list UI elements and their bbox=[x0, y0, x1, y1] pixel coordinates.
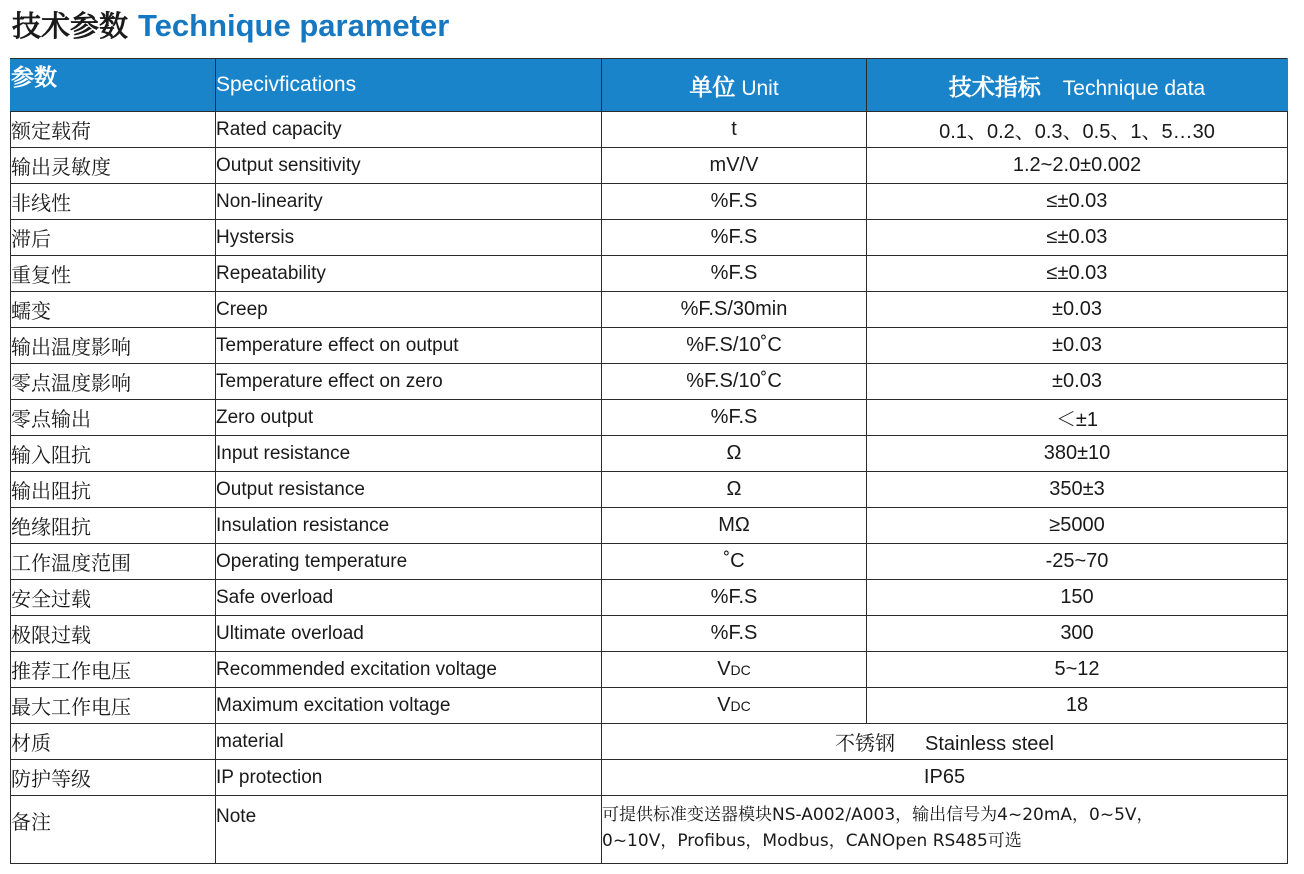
table-row bbox=[11, 400, 1288, 436]
param-value: 5~12 bbox=[867, 652, 1288, 688]
header-row bbox=[11, 59, 1288, 112]
param-zh: 材质 bbox=[11, 724, 216, 760]
param-unit: %F.S/10˚C bbox=[602, 328, 867, 364]
table-row bbox=[11, 220, 1288, 256]
param-value: ≥5000 bbox=[867, 508, 1288, 544]
param-unit: t bbox=[602, 112, 867, 148]
param-unit: %F.S bbox=[602, 256, 867, 292]
param-en: Recommended excitation voltage bbox=[216, 652, 602, 688]
param-en: Ultimate overload bbox=[216, 616, 602, 652]
param-zh: 蠕变 bbox=[11, 292, 216, 328]
table-row bbox=[11, 472, 1288, 508]
note-row bbox=[11, 796, 1288, 864]
page-title bbox=[12, 4, 449, 48]
note-line-1: 可提供标准变送器模块NS-A002/A003，输出信号为4~20mA，0~5V， bbox=[602, 805, 1154, 825]
ip-row bbox=[11, 760, 1288, 796]
param-zh: 输出温度影响 bbox=[11, 328, 216, 364]
param-value: 380±10 bbox=[867, 436, 1288, 472]
param-value: ≤±0.03 bbox=[867, 256, 1288, 292]
param-unit: %F.S bbox=[602, 400, 867, 436]
param-en: Insulation resistance bbox=[216, 508, 602, 544]
table-row bbox=[11, 436, 1288, 472]
table-row bbox=[11, 688, 1288, 724]
param-unit: %F.S/30min bbox=[602, 292, 867, 328]
table-row bbox=[11, 508, 1288, 544]
param-value: ＜±1 bbox=[867, 400, 1288, 436]
table-row bbox=[11, 184, 1288, 220]
param-unit: MΩ bbox=[602, 508, 867, 544]
param-unit: VDC bbox=[602, 688, 867, 724]
param-en: Maximum excitation voltage bbox=[216, 688, 602, 724]
param-en: Note bbox=[216, 796, 602, 864]
param-unit: %F.S bbox=[602, 220, 867, 256]
header-spec: Specivfications bbox=[216, 59, 602, 112]
param-en: Output sensitivity bbox=[216, 148, 602, 184]
param-value: 150 bbox=[867, 580, 1288, 616]
param-en: Output resistance bbox=[216, 472, 602, 508]
param-value: ≤±0.03 bbox=[867, 184, 1288, 220]
param-value: 0.1、0.2、0.3、0.5、1、5…30 bbox=[867, 112, 1288, 148]
param-zh: 备注 bbox=[11, 796, 216, 864]
param-unit: VDC bbox=[602, 652, 867, 688]
param-zh: 零点温度影响 bbox=[11, 364, 216, 400]
table-row bbox=[11, 364, 1288, 400]
param-zh: 输入阻抗 bbox=[11, 436, 216, 472]
note-value bbox=[602, 796, 1288, 864]
table-row bbox=[11, 652, 1288, 688]
table-row bbox=[11, 292, 1288, 328]
ip-value: IP65 bbox=[602, 760, 1288, 796]
table-row bbox=[11, 544, 1288, 580]
table-row bbox=[11, 112, 1288, 148]
param-en: Zero output bbox=[216, 400, 602, 436]
param-unit: ˚C bbox=[602, 544, 867, 580]
param-zh: 工作温度范围 bbox=[11, 544, 216, 580]
header-tech: 技术指标 Technique data bbox=[867, 59, 1288, 112]
param-zh: 绝缘阻抗 bbox=[11, 508, 216, 544]
spec-table bbox=[10, 58, 1288, 864]
param-zh: 重复性 bbox=[11, 256, 216, 292]
param-value: -25~70 bbox=[867, 544, 1288, 580]
param-en: Operating temperature bbox=[216, 544, 602, 580]
param-en: Hystersis bbox=[216, 220, 602, 256]
table-row bbox=[11, 148, 1288, 184]
param-value: 18 bbox=[867, 688, 1288, 724]
param-value: ±0.03 bbox=[867, 292, 1288, 328]
table-row bbox=[11, 256, 1288, 292]
table-row bbox=[11, 580, 1288, 616]
material-row bbox=[11, 724, 1288, 760]
header-param: 参数 bbox=[11, 59, 216, 112]
param-zh: 零点输出 bbox=[11, 400, 216, 436]
header-unit: 单位 Unit bbox=[602, 59, 867, 112]
param-en: Temperature effect on output bbox=[216, 328, 602, 364]
param-en: Input resistance bbox=[216, 436, 602, 472]
param-unit: Ω bbox=[602, 436, 867, 472]
param-value: ±0.03 bbox=[867, 364, 1288, 400]
param-zh: 最大工作电压 bbox=[11, 688, 216, 724]
param-en: IP protection bbox=[216, 760, 602, 796]
param-zh: 输出灵敏度 bbox=[11, 148, 216, 184]
title-zh: 技术参数 bbox=[12, 9, 129, 43]
note-line-2: 0~10V，Profibus，Modbus，CANOpen RS485可选 bbox=[602, 831, 1022, 851]
param-value: 1.2~2.0±0.002 bbox=[867, 148, 1288, 184]
param-en: Repeatability bbox=[216, 256, 602, 292]
param-en: Temperature effect on zero bbox=[216, 364, 602, 400]
table-row bbox=[11, 616, 1288, 652]
param-zh: 额定载荷 bbox=[11, 112, 216, 148]
param-en: Non-linearity bbox=[216, 184, 602, 220]
table-row bbox=[11, 328, 1288, 364]
param-value: ≤±0.03 bbox=[867, 220, 1288, 256]
param-zh: 推荐工作电压 bbox=[11, 652, 216, 688]
param-unit: %F.S/10˚C bbox=[602, 364, 867, 400]
title-en: Technique parameter bbox=[138, 8, 450, 43]
param-zh: 非线性 bbox=[11, 184, 216, 220]
param-zh: 安全过载 bbox=[11, 580, 216, 616]
param-zh: 防护等级 bbox=[11, 760, 216, 796]
param-unit: %F.S bbox=[602, 580, 867, 616]
param-unit: Ω bbox=[602, 472, 867, 508]
param-zh: 输出阻抗 bbox=[11, 472, 216, 508]
param-value: 350±3 bbox=[867, 472, 1288, 508]
param-zh: 滞后 bbox=[11, 220, 216, 256]
param-unit: %F.S bbox=[602, 616, 867, 652]
param-unit: %F.S bbox=[602, 184, 867, 220]
param-en: Rated capacity bbox=[216, 112, 602, 148]
param-value: ±0.03 bbox=[867, 328, 1288, 364]
param-en: Safe overload bbox=[216, 580, 602, 616]
param-en: material bbox=[216, 724, 602, 760]
material-value: 不锈钢 Stainless steel bbox=[602, 724, 1288, 760]
param-zh: 极限过载 bbox=[11, 616, 216, 652]
param-unit: mV/V bbox=[602, 148, 867, 184]
param-en: Creep bbox=[216, 292, 602, 328]
param-value: 300 bbox=[867, 616, 1288, 652]
